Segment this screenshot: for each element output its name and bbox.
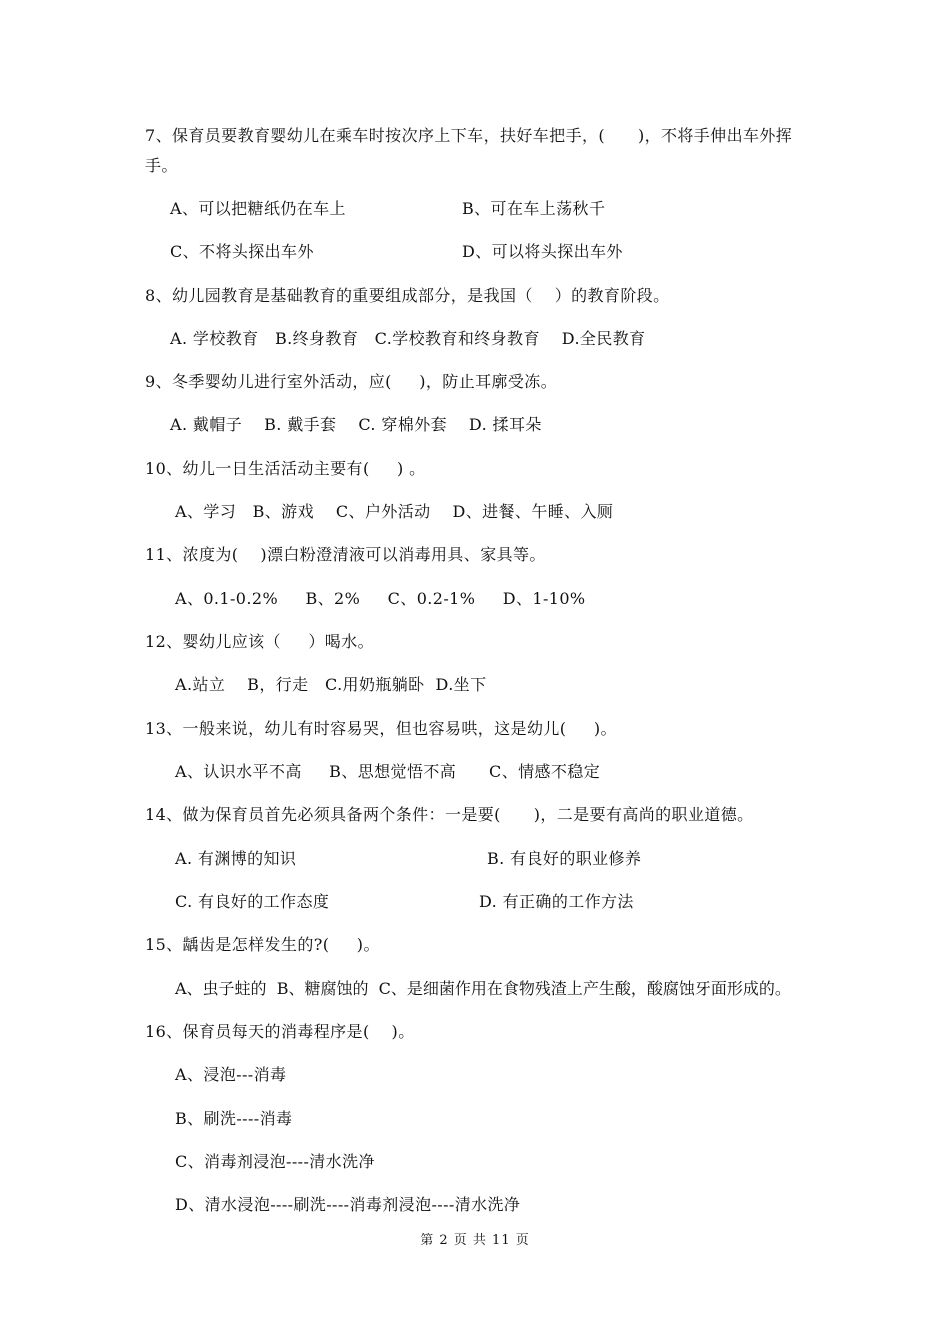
q14-option-b: B. 有良好的职业修养	[487, 849, 642, 868]
q15-options: A、虫子蛀的 B、糖腐蚀的 C、是细菌作用在食物残渣上产生酸，酸腐蚀牙面形成的。	[175, 979, 791, 998]
q8-options: A. 学校教育 B.终身教育 C.学校教育和终身教育 D.全民教育	[170, 329, 646, 348]
page-number: 第 2 页 共 11 页	[420, 1233, 530, 1248]
q16-stem: 16、保育员每天的消毒程序是( )。	[145, 1022, 415, 1041]
q10-options: A、学习 B、游戏 C、户外活动 D、进餐、午睡、入厕	[175, 502, 614, 521]
q13-stem: 13、一般来说，幼儿有时容易哭，但也容易哄，这是幼儿( )。	[145, 719, 617, 738]
q14-option-d: D. 有正确的工作方法	[479, 892, 634, 911]
q7-option-b: B、可在车上荡秋千	[462, 199, 606, 218]
q11-stem: 11、浓度为( )漂白粉澄清液可以消毒用具、家具等。	[145, 545, 546, 564]
q7-stem-line1: 7、保育员要教育婴幼儿在乘车时按次序上下车，扶好车把手，( )，不将手伸出车外挥	[145, 126, 793, 145]
q10-stem: 10、幼儿一日生活活动主要有( ) 。	[145, 459, 426, 478]
q16-option-d: D、清水浸泡----刷洗----消毒剂浸泡----清水洗净	[175, 1195, 521, 1214]
q7-option-d: D、可以将头探出车外	[462, 242, 623, 261]
q9-options: A. 戴帽子 B. 戴手套 C. 穿棉外套 D. 揉耳朵	[170, 415, 542, 434]
q13-options: A、认识水平不高 B、思想觉悟不高 C、情感不稳定	[175, 762, 601, 781]
q11-options: A、0.1-0.2% B、2% C、0.2-1% D、1-10%	[175, 589, 586, 608]
q12-options: A.站立 B，行走 C.用奶瓶躺卧 D.坐下	[175, 675, 487, 694]
q12-stem: 12、婴幼儿应该（ ）喝水。	[145, 632, 374, 651]
q9-stem: 9、冬季婴幼儿进行室外活动，应( )，防止耳廓受冻。	[145, 372, 558, 391]
q16-option-b: B、刷洗----消毒	[175, 1109, 293, 1128]
q8-stem: 8、幼儿园教育是基础教育的重要组成部分，是我国（ ）的教育阶段。	[145, 286, 670, 305]
q14-stem: 14、做为保育员首先必须具备两个条件：一是要( )，二是要有高尚的职业道德。	[145, 805, 754, 824]
q14-option-c: C. 有良好的工作态度	[175, 892, 330, 911]
q14-option-a: A. 有渊博的知识	[175, 849, 297, 868]
q7-option-a: A、可以把糖纸仍在车上	[170, 199, 346, 218]
q16-option-c: C、消毒剂浸泡----清水洗净	[175, 1152, 375, 1171]
q7-option-c: C、不将头探出车外	[170, 242, 314, 261]
q15-stem: 15、龋齿是怎样发生的?( )。	[145, 935, 380, 954]
q16-option-a: A、浸泡---消毒	[175, 1065, 287, 1084]
q7-stem-line2: 手。	[145, 156, 178, 175]
